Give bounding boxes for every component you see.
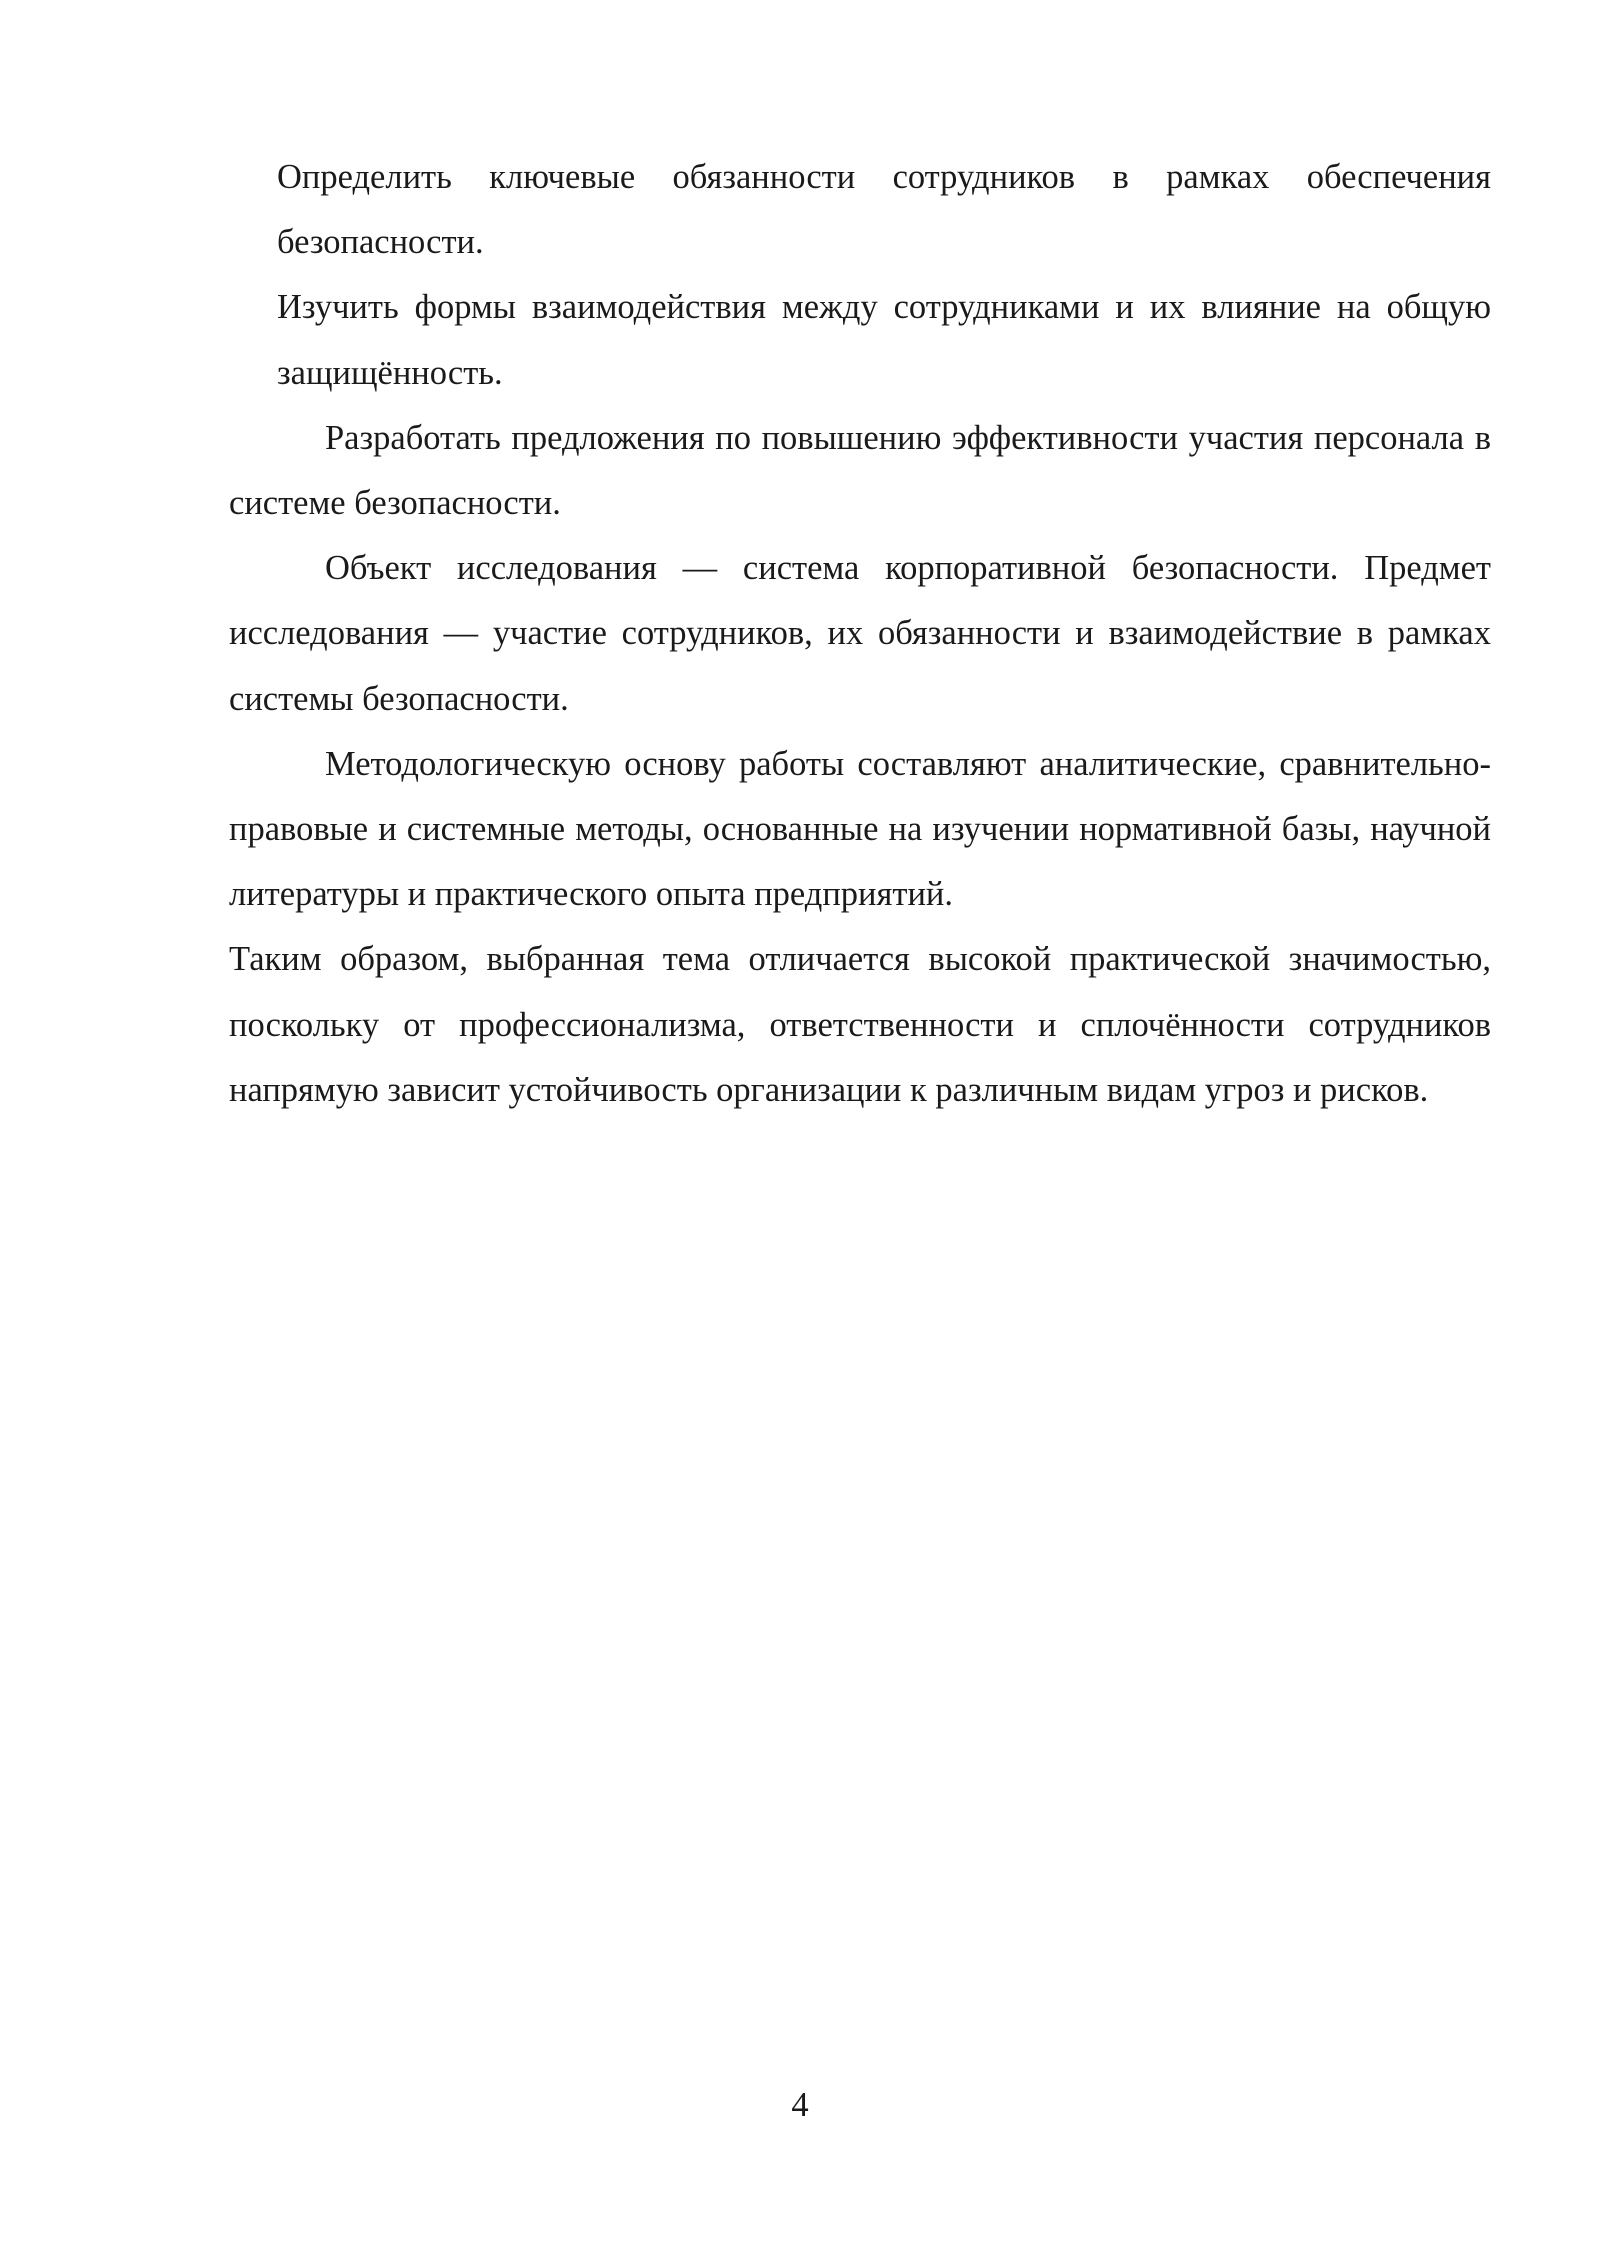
object-subject-paragraph: Объект исследования — система корпоративной безопасности. Предмет исследования — участие сотрудников, их обязанности и взаимодействие в рамках системы безопасности. [229,549,1491,718]
task-paragraph-2: Изучить формы взаимодействия между сотрудниками и их влияние на общую защищённость. [277,288,1491,392]
page-number: 4 [791,2086,809,2124]
task-paragraph-1: Определить ключевые обязанности сотрудников в рамках обеспечения безопасности. [277,158,1491,262]
task-paragraph-3: Разработать предложения по повышению эффективности участия персонала в системе безопасности. [229,418,1491,523]
body-text [229,145,1491,1123]
methodology-paragraph: Методологическую основу работы составляют аналитические, сравнительно-правовые и системные методы, основанные на изучении нормативной базы, научной литературы и практического опыта предприятий. [229,744,1491,914]
conclusion-paragraph: Таким образом, выбранная тема отличается высокой практической значимостью, поскольку от профессионализма, ответственности и сплочённости сотрудников напрямую зависит устойчивость организации к различным видам угроз и рисков. [229,940,1491,1109]
